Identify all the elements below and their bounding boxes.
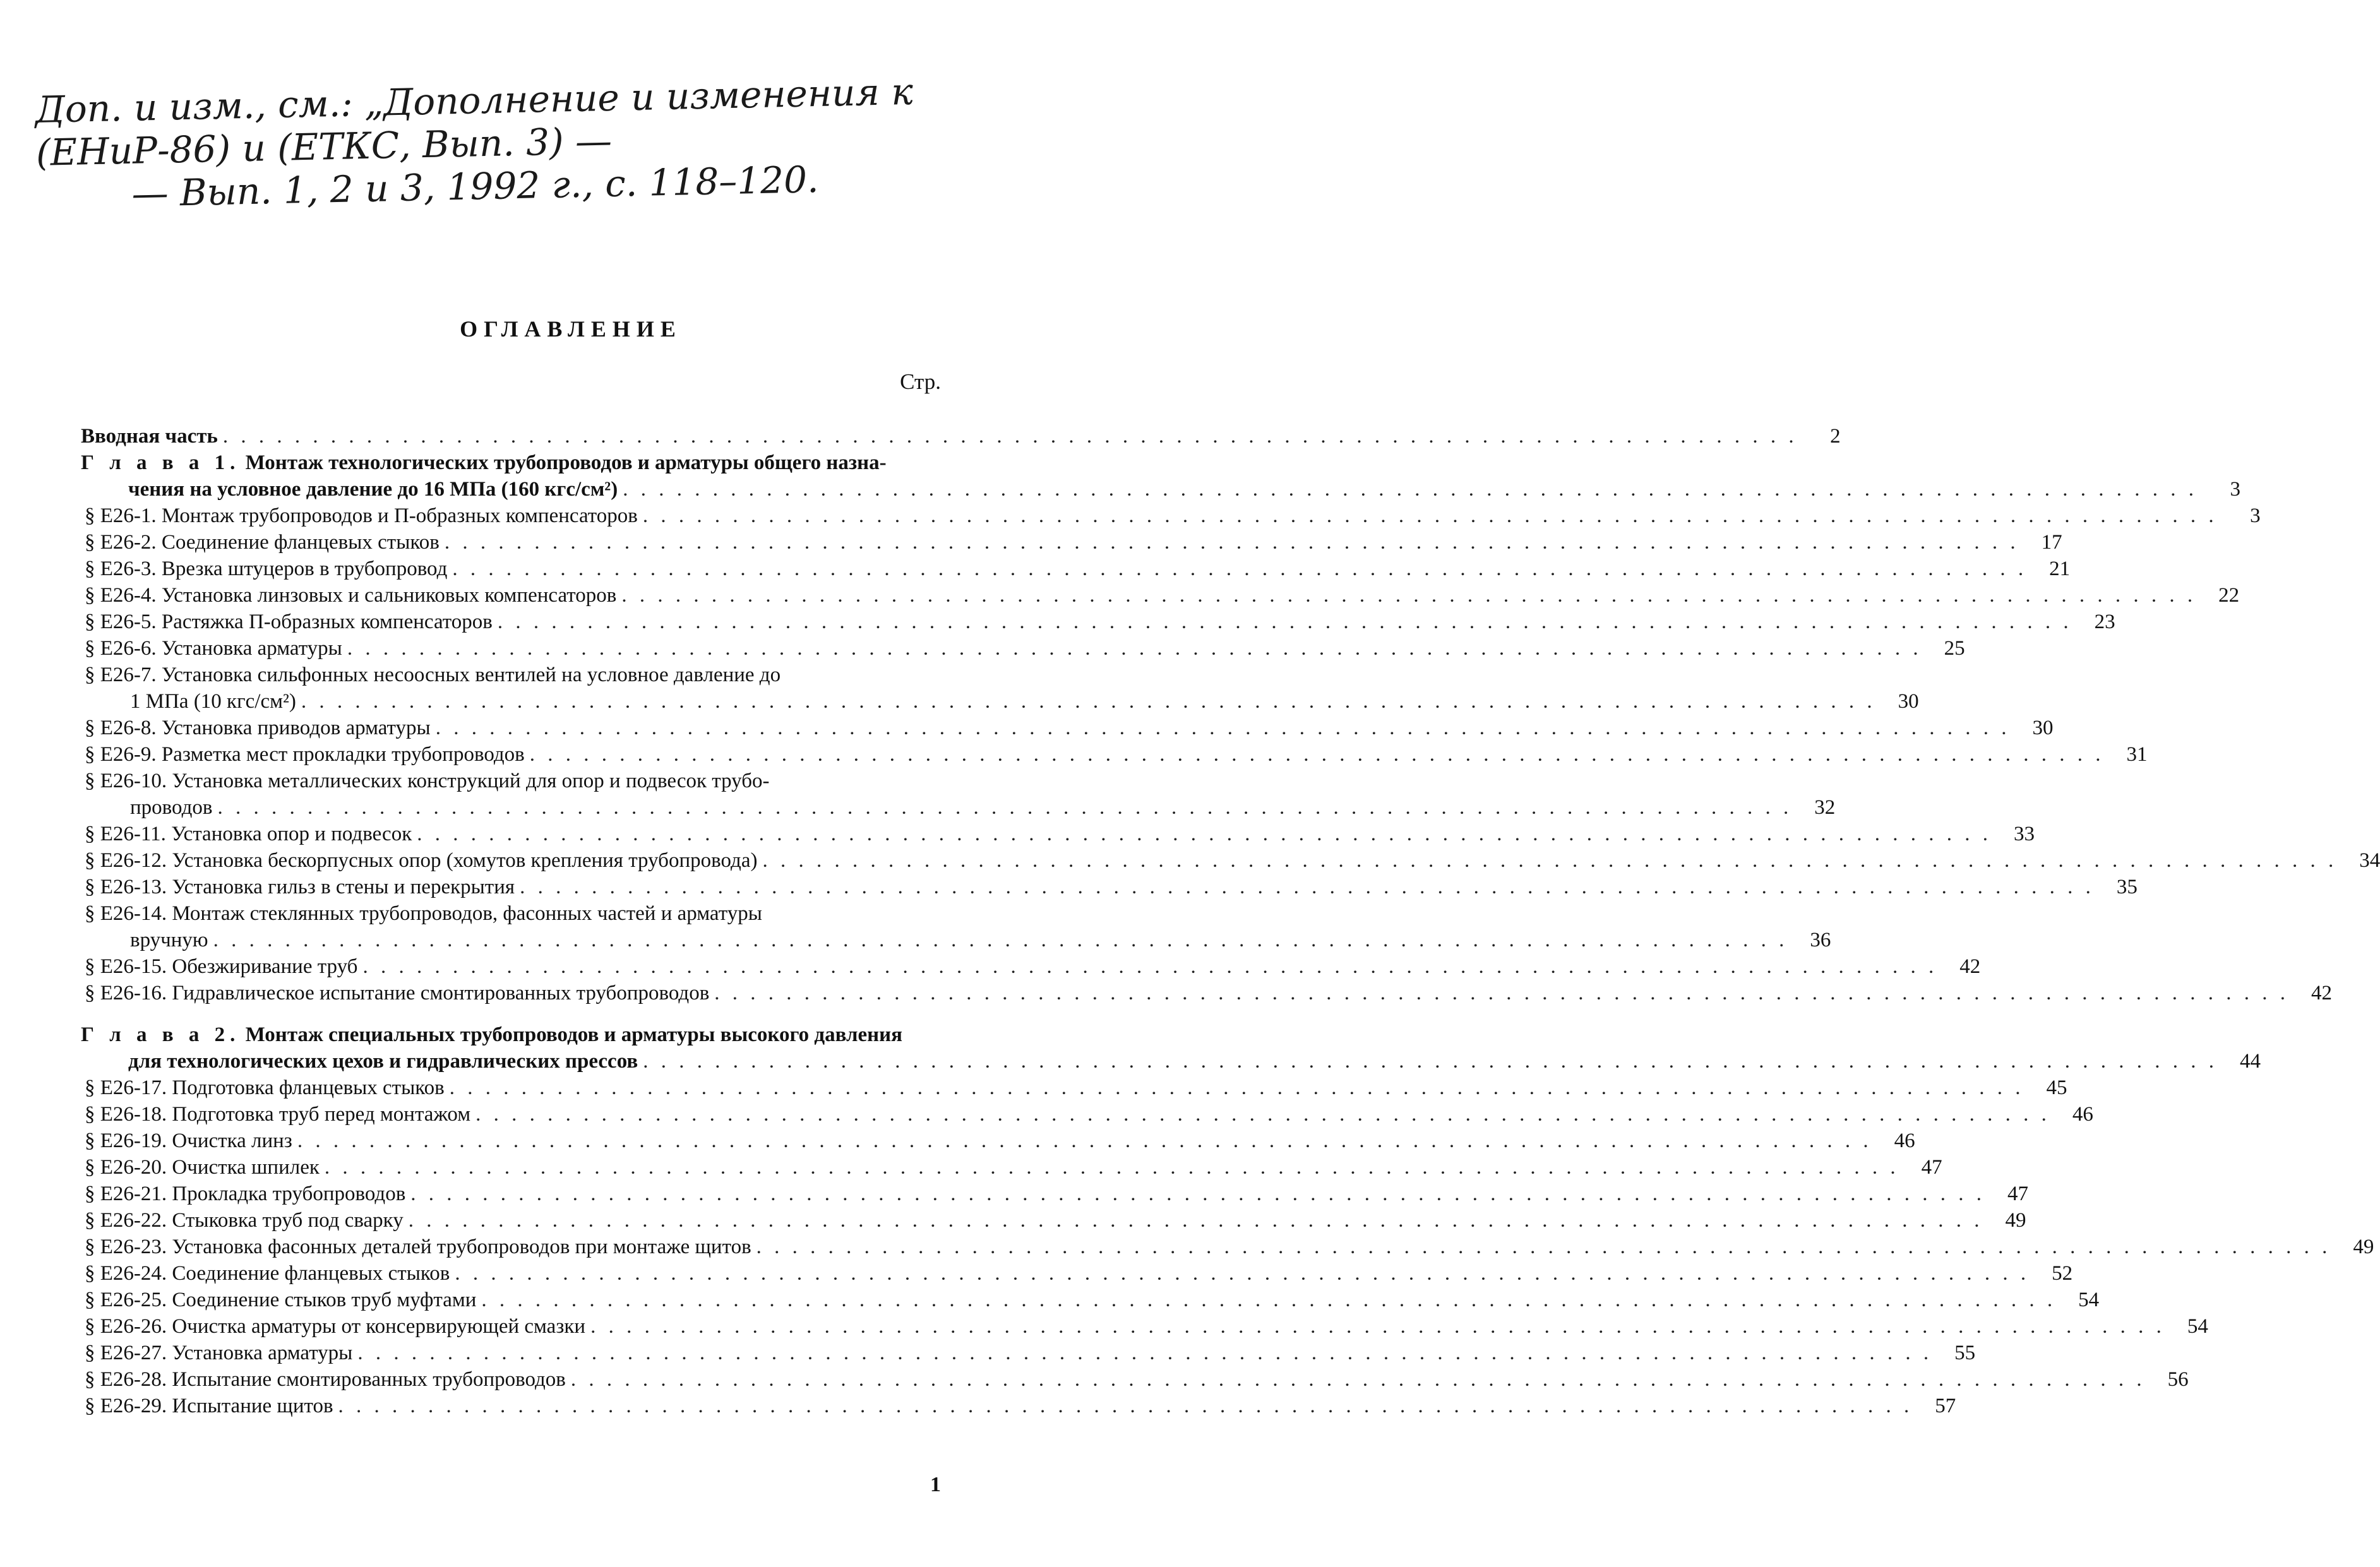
section-page: 57 [1935, 1395, 1956, 1417]
toc-entry-e26-25[interactable] [81, 1287, 2100, 1313]
leader-dots [417, 821, 1992, 847]
toc-entry-e26-14[interactable] [81, 900, 1831, 953]
page-number: 1 [930, 1473, 941, 1496]
leader-dots [445, 529, 2019, 556]
section-line-2 [81, 927, 1831, 953]
section-title: Установка сильфонных несоосных вентилей на условное давление до [161, 664, 781, 686]
chapter-1-title-text-1: Монтаж технологических трубопроводов и арматуры общего назна- [245, 451, 887, 474]
section-number: § Е26-29. [85, 1395, 167, 1417]
toc-entry-e26-9[interactable] [81, 741, 2148, 768]
section-number: § Е26-1. [85, 504, 157, 527]
section-title: Растяжка П-образных компенсаторов [161, 611, 493, 633]
leader-dots [762, 847, 2337, 874]
leader-dots [217, 794, 1792, 821]
section-page: 42 [1959, 955, 1981, 978]
leader-dots [357, 1340, 1932, 1366]
toc-entry-e26-26[interactable] [81, 1313, 2208, 1340]
toc-entry-e26-28[interactable] [81, 1366, 2189, 1393]
section-title-cont: 1 МПа (10 кгс/см²) [130, 690, 296, 713]
leader-dots [455, 1260, 2030, 1287]
section-title: Установка бескорпусных опор (хомутов крепления трубопровода) [172, 849, 758, 872]
toc-entry-e26-2[interactable] [81, 529, 2062, 556]
section-page: 35 [2116, 876, 2138, 898]
leader-dots [643, 1048, 2218, 1075]
chapter-2-sections [81, 1075, 2374, 1419]
leader-dots [436, 715, 2011, 741]
chapter-1-title-text-2: чения на условное давление до 16 МПа (160 кгс/см²) [128, 478, 618, 501]
section-title: Монтаж трубопроводов и П-образных компенсаторов [161, 504, 638, 527]
section-number: § Е26-11. [85, 823, 166, 845]
toc-entry-e26-1[interactable] [81, 503, 2261, 529]
toc-entry-e26-8[interactable] [81, 715, 2054, 741]
toc-entry-e26-3[interactable] [81, 556, 2071, 582]
leader-dots [530, 741, 2105, 768]
section-number: § Е26-6. [85, 637, 157, 660]
section-page: 33 [2013, 823, 2035, 845]
section-page: 3 [2250, 504, 2261, 527]
section-title-cont: вручную [130, 929, 208, 951]
section-number: § Е26-10. [85, 770, 167, 792]
toc-entry-intro[interactable] [81, 423, 1841, 450]
section-number: § Е26-13. [85, 876, 167, 898]
section-line-1 [81, 662, 941, 688]
section-title: Соединение фланцевых стыков [172, 1262, 450, 1285]
toc-entry-e26-6[interactable] [81, 635, 1965, 662]
section-number: § Е26-5. [85, 611, 157, 633]
chapter-1-title-line-2 [81, 476, 2240, 503]
toc-entry-e26-11[interactable] [81, 821, 2035, 847]
toc-entry-e26-13[interactable] [81, 874, 2138, 900]
section-title: Очистка шпилек [172, 1156, 320, 1179]
section-page: 34 [2359, 849, 2380, 872]
toc-entry-e26-20[interactable] [81, 1154, 1942, 1181]
section-page: 52 [2052, 1262, 2073, 1285]
section-page: 36 [1810, 929, 1831, 951]
section-number: § Е26-15. [85, 955, 167, 978]
leader-dots [520, 874, 2095, 900]
section-number: § Е26-4. [85, 584, 157, 607]
section-title: Установка арматуры [161, 637, 342, 660]
section-title: Испытание щитов [172, 1395, 333, 1417]
toc-entry-e26-10[interactable] [81, 768, 1836, 821]
toc-entry-e26-24[interactable] [81, 1260, 2073, 1287]
section-number: § Е26-16. [85, 982, 167, 1004]
section-page: 54 [2078, 1289, 2100, 1311]
toc-entry-e26-18[interactable] [81, 1101, 2093, 1128]
section-title: Очистка арматуры от консервирующей смазки [172, 1315, 586, 1338]
section-page: 30 [2032, 717, 2054, 739]
chapter-2-page: 44 [2239, 1050, 2261, 1073]
chapter-2-title-text-2: для технологических цехов и гидравлических прессов [128, 1050, 638, 1073]
toc-entry-e26-17[interactable] [81, 1075, 2067, 1101]
section-page: 22 [2218, 584, 2240, 607]
leader-dots [325, 1154, 1899, 1181]
section-page: 54 [2187, 1315, 2208, 1338]
section-title: Подготовка труб перед монтажом [172, 1103, 471, 1126]
leader-dots [498, 609, 2072, 635]
section-page: 42 [2311, 982, 2333, 1004]
section-page: 21 [2049, 557, 2071, 580]
chapter-gap [81, 1006, 941, 1022]
section-page: 32 [1814, 796, 1836, 819]
section-title: Очистка линз [172, 1129, 292, 1152]
section-title: Установка приводов арматуры [161, 717, 431, 739]
section-number: § Е26-9. [85, 743, 157, 766]
section-number: § Е26-25. [85, 1289, 167, 1311]
section-line-1 [81, 900, 941, 927]
toc-entry-e26-27[interactable] [81, 1340, 1976, 1366]
section-title: Прокладка трубопроводов [172, 1183, 406, 1205]
section-title: Соединение стыков труб муфтами [172, 1289, 477, 1311]
leader-dots [409, 1207, 1983, 1234]
section-number: § Е26-18. [85, 1103, 167, 1126]
chapter-2-label: Г л а в а 2. [81, 1023, 241, 1046]
section-number: § Е26-27. [85, 1342, 167, 1364]
section-page: 25 [1944, 637, 1965, 660]
section-number: § Е26-21. [85, 1183, 167, 1205]
section-page: 30 [1898, 690, 1919, 713]
section-title: Установка арматуры [172, 1342, 353, 1364]
section-number: § Е26-28. [85, 1368, 167, 1391]
toc-entry-e26-22[interactable] [81, 1207, 2026, 1234]
toc-entry-e26-29[interactable] [81, 1393, 1956, 1419]
section-title: Гидравлическое испытание смонтированных трубопроводов [172, 982, 710, 1004]
leader-dots [347, 635, 1922, 662]
section-page: 17 [2041, 531, 2062, 554]
section-number: § Е26-19. [85, 1129, 167, 1152]
annotation-line-1: Доп. и изм., см.: „Дополнение и изменения к [35, 69, 914, 131]
toc-entry-e26-15[interactable] [81, 953, 1981, 980]
section-title-cont: проводов [130, 796, 213, 819]
leader-dots [481, 1287, 2056, 1313]
leader-dots [362, 953, 1937, 980]
toc-entry-e26-21[interactable] [81, 1181, 2029, 1207]
section-number: § Е26-14. [85, 902, 167, 925]
section-page: 56 [2167, 1368, 2189, 1391]
chapter-2-title-line-2 [81, 1048, 2261, 1075]
leader-dots [623, 476, 2198, 503]
section-page: 49 [2005, 1209, 2026, 1232]
section-page: 47 [2007, 1183, 2029, 1205]
section-page: 23 [2094, 611, 2115, 633]
toc-entry-e26-16[interactable] [81, 980, 2333, 1006]
chapter-1-page: 3 [2230, 478, 2240, 501]
section-title: Испытание смонтированных трубопроводов [172, 1368, 566, 1391]
leader-dots [452, 556, 2027, 582]
section-line-1 [81, 768, 941, 794]
section-page: 31 [2126, 743, 2148, 766]
chapter-2-heading[interactable] [81, 1022, 2261, 1075]
section-title: Стыковка труб под сварку [172, 1209, 404, 1232]
section-title: Врезка штуцеров в трубопровод [161, 557, 448, 580]
section-line-2 [81, 688, 1919, 715]
chapter-1-title-line-1 [81, 450, 941, 476]
section-number: § Е26-24. [85, 1262, 167, 1285]
annotation-line-2: (ЕНиР-86) и (ЕТКС, Вып. 3) — [35, 119, 613, 174]
section-number: § Е26-22. [85, 1209, 167, 1232]
toc-entry-text: Вводная часть [81, 425, 218, 448]
page-title: ОГЛАВЛЕНИЕ [460, 316, 682, 342]
leader-dots [621, 582, 2196, 609]
section-number: § Е26-3. [85, 557, 157, 580]
section-page: 47 [1921, 1156, 1942, 1179]
section-title: Обезжиривание труб [172, 955, 358, 978]
section-number: § Е26-12. [85, 849, 167, 872]
section-number: § Е26-7. [85, 664, 157, 686]
section-number: § Е26-20. [85, 1156, 167, 1179]
section-title: Подготовка фланцевых стыков [172, 1076, 445, 1099]
section-title: Монтаж стеклянных трубопроводов, фасонных частей и арматуры [172, 902, 762, 925]
toc-entry-e26-7[interactable] [81, 662, 1919, 715]
section-number: § Е26-17. [85, 1076, 167, 1099]
leader-dots [475, 1101, 2050, 1128]
toc-entry-page: 2 [1830, 425, 1841, 448]
toc-entry-e26-5[interactable] [81, 609, 2115, 635]
section-title: Установка линзовых и сальниковых компенсаторов [161, 584, 617, 607]
toc-entry-e26-23[interactable] [81, 1234, 2374, 1260]
section-page: 55 [1954, 1342, 1976, 1364]
section-title: Соединение фланцевых стыков [161, 531, 440, 554]
section-number: § Е26-2. [85, 531, 157, 554]
leader-dots [450, 1075, 2024, 1101]
toc-entry-e26-4[interactable] [81, 582, 2240, 609]
chapter-2-title-text-1: Монтаж специальных трубопроводов и арматуры высокого давления [245, 1023, 903, 1046]
page-column-label: Стр. [900, 369, 941, 394]
leader-dots [590, 1313, 2165, 1340]
chapter-1-label: Г л а в а 1. [81, 451, 241, 474]
section-number: § Е26-26. [85, 1315, 167, 1338]
toc-entry-e26-19[interactable] [81, 1128, 1915, 1154]
annotation-line-3: — Вып. 1, 2 и 3, 1992 г., с. 118–120. [131, 158, 820, 215]
handwritten-annotation [35, 69, 914, 217]
leader-dots [297, 1128, 1872, 1154]
section-page: 46 [2072, 1103, 2093, 1126]
table-of-contents [81, 423, 2380, 1419]
section-page: 45 [2046, 1076, 2067, 1099]
chapter-1-heading[interactable] [81, 450, 2240, 503]
leader-dots [213, 927, 1788, 953]
leader-dots [714, 980, 2289, 1006]
section-line-2 [81, 794, 1836, 821]
section-number: § Е26-8. [85, 717, 157, 739]
section-title: Разметка мест прокладки трубопроводов [161, 743, 525, 766]
leader-dots [410, 1181, 1985, 1207]
leader-dots [643, 503, 2218, 529]
section-title: Установка опор и подвесок [171, 823, 412, 845]
leader-dots [223, 423, 1798, 450]
leader-dots [338, 1393, 1913, 1419]
leader-dots [301, 688, 1876, 715]
chapter-2-title-line-1 [81, 1022, 941, 1048]
section-page: 46 [1894, 1129, 1915, 1152]
toc-entry-e26-12[interactable] [81, 847, 2380, 874]
leader-dots [571, 1366, 2146, 1393]
section-number: § Е26-23. [85, 1236, 167, 1258]
section-title: Установка фасонных деталей трубопроводов при монтаже щитов [172, 1236, 751, 1258]
leader-dots [756, 1234, 2331, 1260]
section-page: 49 [2353, 1236, 2374, 1258]
section-title: Установка металлических конструкций для опор и подвесок трубо- [172, 770, 770, 792]
section-title: Установка гильз в стены и перекрытия [172, 876, 515, 898]
